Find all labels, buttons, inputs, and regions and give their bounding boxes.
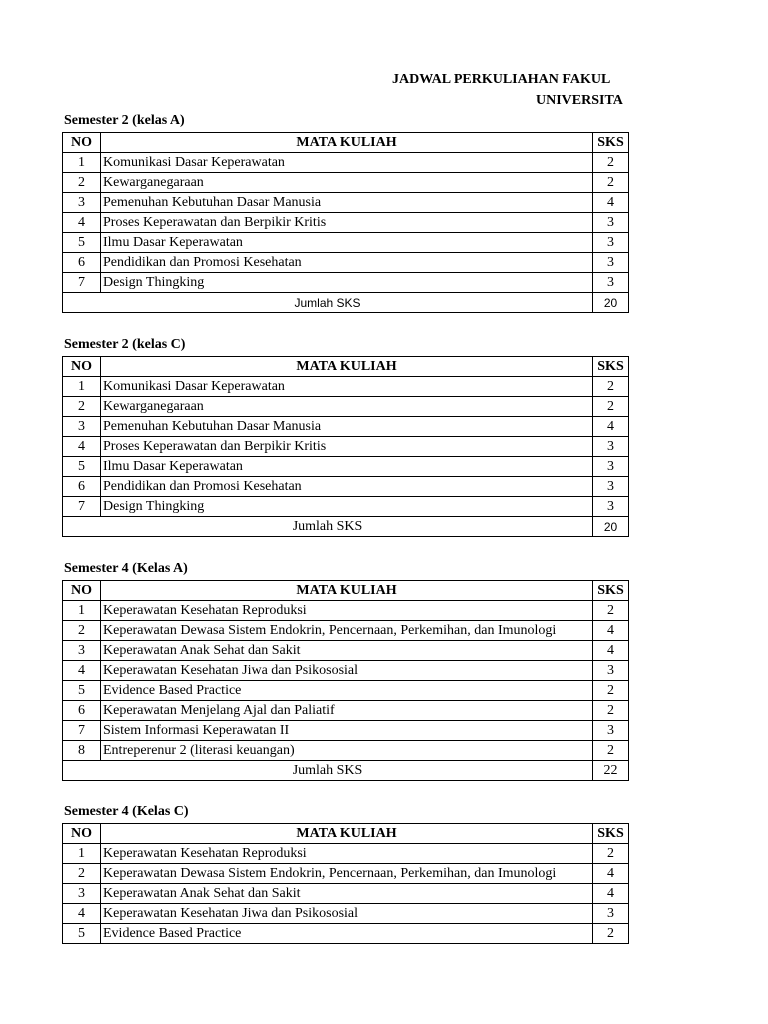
cell-mata-kuliah: Komunikasi Dasar Keperawatan <box>101 377 593 397</box>
table-header-row <box>63 581 629 601</box>
cell-no: 2 <box>63 397 101 417</box>
cell-sks: 3 <box>593 661 629 681</box>
cell-sks: 2 <box>593 701 629 721</box>
total-row <box>63 761 629 781</box>
section-title: Semester 4 (Kelas C) <box>64 804 189 819</box>
cell-no: 5 <box>63 457 101 477</box>
cell-sks: 3 <box>593 253 629 273</box>
cell-sks: 2 <box>593 377 629 397</box>
cell-sks: 4 <box>593 884 629 904</box>
table-header-row <box>63 357 629 377</box>
cell-mata-kuliah: Ilmu Dasar Keperawatan <box>101 457 593 477</box>
cell-mata-kuliah: Proses Keperawatan dan Berpikir Kritis <box>101 437 593 457</box>
cell-no: 3 <box>63 884 101 904</box>
cell-sks: 4 <box>593 864 629 884</box>
document-title: JADWAL PERKULIAHAN FAKUL <box>392 72 611 87</box>
cell-sks: 3 <box>593 457 629 477</box>
cell-mata-kuliah: Keperawatan Anak Sehat dan Sakit <box>101 884 593 904</box>
cell-mata-kuliah: Pendidikan dan Promosi Kesehatan <box>101 477 593 497</box>
cell-no: 2 <box>63 173 101 193</box>
cell-no: 2 <box>63 621 101 641</box>
cell-mata-kuliah: Keperawatan Dewasa Sistem Endokrin, Pencernaan, Perkemihan, dan Imunologi <box>101 621 593 641</box>
table-row <box>63 904 629 924</box>
total-label: Jumlah SKS <box>63 293 593 313</box>
section-semester-2-kelas-c <box>62 336 628 537</box>
cell-mata-kuliah: Evidence Based Practice <box>101 924 593 944</box>
cell-mata-kuliah: Design Thingking <box>101 497 593 517</box>
header-no: NO <box>63 133 101 153</box>
table-row <box>63 741 629 761</box>
cell-mata-kuliah: Keperawatan Menjelang Ajal dan Paliatif <box>101 701 593 721</box>
table-row <box>63 601 629 621</box>
table-row <box>63 477 629 497</box>
cell-sks: 3 <box>593 721 629 741</box>
table-row <box>63 844 629 864</box>
cell-mata-kuliah: Keperawatan Anak Sehat dan Sakit <box>101 641 593 661</box>
table-row <box>63 397 629 417</box>
cell-mata-kuliah: Ilmu Dasar Keperawatan <box>101 233 593 253</box>
cell-no: 3 <box>63 641 101 661</box>
table-row <box>63 701 629 721</box>
table-row <box>63 153 629 173</box>
table-row <box>63 377 629 397</box>
header-no: NO <box>63 357 101 377</box>
table-row <box>63 253 629 273</box>
cell-mata-kuliah: Pemenuhan Kebutuhan Dasar Manusia <box>101 193 593 213</box>
cell-sks: 4 <box>593 417 629 437</box>
total-value: 22 <box>593 761 629 781</box>
cell-sks: 2 <box>593 741 629 761</box>
course-table <box>62 356 629 537</box>
header-sks: SKS <box>593 824 629 844</box>
course-table <box>62 132 629 313</box>
table-row <box>63 213 629 233</box>
table-header-row <box>63 133 629 153</box>
document-subtitle: UNIVERSITA <box>536 93 623 108</box>
header-mata-kuliah: MATA KULIAH <box>101 581 593 601</box>
cell-sks: 2 <box>593 153 629 173</box>
cell-mata-kuliah: Evidence Based Practice <box>101 681 593 701</box>
header-no: NO <box>63 581 101 601</box>
section-semester-2-kelas-a <box>62 112 628 313</box>
table-row <box>63 621 629 641</box>
table-row <box>63 457 629 477</box>
cell-no: 6 <box>63 477 101 497</box>
table-row <box>63 884 629 904</box>
cell-sks: 4 <box>593 193 629 213</box>
section-title: Semester 4 (Kelas A) <box>64 561 188 576</box>
cell-no: 7 <box>63 497 101 517</box>
cell-no: 4 <box>63 661 101 681</box>
course-table <box>62 580 629 781</box>
table-row <box>63 173 629 193</box>
cell-mata-kuliah: Keperawatan Dewasa Sistem Endokrin, Pencernaan, Perkemihan, dan Imunologi <box>101 864 593 884</box>
cell-no: 3 <box>63 193 101 213</box>
cell-no: 4 <box>63 213 101 233</box>
section-semester-4-kelas-a <box>62 560 628 781</box>
cell-no: 4 <box>63 904 101 924</box>
cell-sks: 4 <box>593 641 629 661</box>
cell-mata-kuliah: Entreperenur 2 (literasi keuangan) <box>101 741 593 761</box>
cell-mata-kuliah: Pendidikan dan Promosi Kesehatan <box>101 253 593 273</box>
table-row <box>63 661 629 681</box>
header-sks: SKS <box>593 357 629 377</box>
cell-no: 1 <box>63 601 101 621</box>
cell-no: 2 <box>63 864 101 884</box>
cell-mata-kuliah: Design Thingking <box>101 273 593 293</box>
cell-no: 8 <box>63 741 101 761</box>
section-title: Semester 2 (kelas A) <box>64 113 185 128</box>
table-row <box>63 233 629 253</box>
cell-sks: 3 <box>593 477 629 497</box>
total-value: 20 <box>593 293 629 313</box>
cell-no: 1 <box>63 844 101 864</box>
cell-mata-kuliah: Keperawatan Kesehatan Jiwa dan Psikososial <box>101 904 593 924</box>
total-label: Jumlah SKS <box>63 761 593 781</box>
total-label: Jumlah SKS <box>63 517 593 537</box>
section-semester-4-kelas-c <box>62 803 628 944</box>
table-row <box>63 273 629 293</box>
cell-sks: 2 <box>593 397 629 417</box>
table-row <box>63 721 629 741</box>
cell-mata-kuliah: Proses Keperawatan dan Berpikir Kritis <box>101 213 593 233</box>
cell-no: 4 <box>63 437 101 457</box>
header-sks: SKS <box>593 581 629 601</box>
cell-sks: 2 <box>593 173 629 193</box>
cell-mata-kuliah: Sistem Informasi Keperawatan II <box>101 721 593 741</box>
cell-sks: 3 <box>593 904 629 924</box>
cell-sks: 3 <box>593 233 629 253</box>
cell-no: 7 <box>63 273 101 293</box>
cell-no: 5 <box>63 233 101 253</box>
cell-no: 1 <box>63 377 101 397</box>
cell-no: 6 <box>63 701 101 721</box>
cell-sks: 2 <box>593 681 629 701</box>
total-row <box>63 517 629 537</box>
cell-sks: 2 <box>593 924 629 944</box>
cell-sks: 3 <box>593 213 629 233</box>
cell-mata-kuliah: Komunikasi Dasar Keperawatan <box>101 153 593 173</box>
cell-no: 5 <box>63 924 101 944</box>
cell-no: 7 <box>63 721 101 741</box>
course-table <box>62 823 629 944</box>
table-row <box>63 864 629 884</box>
table-row <box>63 681 629 701</box>
cell-no: 5 <box>63 681 101 701</box>
cell-sks: 3 <box>593 273 629 293</box>
cell-mata-kuliah: Kewarganegaraan <box>101 397 593 417</box>
table-row <box>63 193 629 213</box>
table-row <box>63 641 629 661</box>
cell-sks: 2 <box>593 601 629 621</box>
cell-sks: 3 <box>593 497 629 517</box>
table-row <box>63 924 629 944</box>
table-row <box>63 437 629 457</box>
table-row <box>63 497 629 517</box>
header-sks: SKS <box>593 133 629 153</box>
header-mata-kuliah: MATA KULIAH <box>101 357 593 377</box>
cell-mata-kuliah: Keperawatan Kesehatan Jiwa dan Psikososial <box>101 661 593 681</box>
cell-mata-kuliah: Pemenuhan Kebutuhan Dasar Manusia <box>101 417 593 437</box>
header-mata-kuliah: MATA KULIAH <box>101 824 593 844</box>
section-title: Semester 2 (kelas C) <box>64 337 186 352</box>
total-value: 20 <box>593 517 629 537</box>
cell-mata-kuliah: Kewarganegaraan <box>101 173 593 193</box>
cell-no: 6 <box>63 253 101 273</box>
cell-sks: 2 <box>593 844 629 864</box>
cell-mata-kuliah: Keperawatan Kesehatan Reproduksi <box>101 601 593 621</box>
header-mata-kuliah: MATA KULIAH <box>101 133 593 153</box>
cell-mata-kuliah: Keperawatan Kesehatan Reproduksi <box>101 844 593 864</box>
cell-sks: 4 <box>593 621 629 641</box>
header-no: NO <box>63 824 101 844</box>
cell-no: 1 <box>63 153 101 173</box>
cell-sks: 3 <box>593 437 629 457</box>
table-row <box>63 417 629 437</box>
total-row <box>63 293 629 313</box>
table-header-row <box>63 824 629 844</box>
cell-no: 3 <box>63 417 101 437</box>
